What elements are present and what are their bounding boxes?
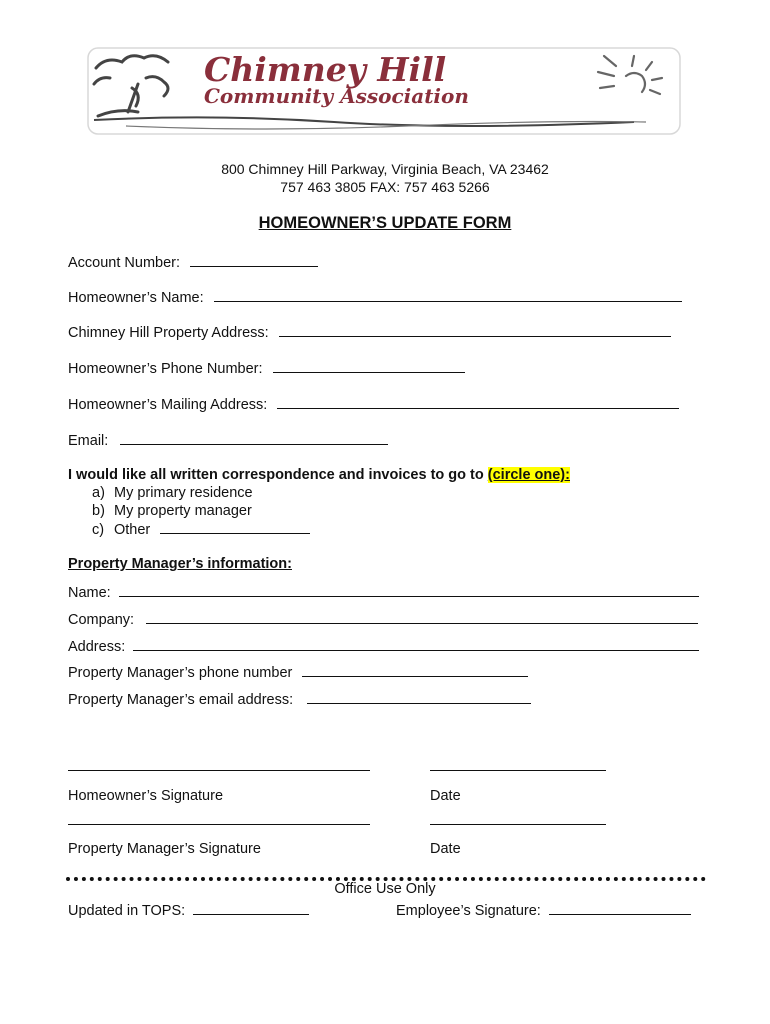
association-phone-fax: 757 463 3805 FAX: 757 463 5266 bbox=[280, 179, 490, 195]
mailing-address-field[interactable] bbox=[277, 395, 679, 409]
homeowner-phone-field[interactable] bbox=[273, 359, 465, 373]
manager-address-row bbox=[68, 637, 699, 655]
homeowner-name-field[interactable] bbox=[214, 288, 682, 302]
manager-name-field[interactable] bbox=[119, 583, 699, 597]
option-label: Other bbox=[114, 522, 151, 538]
option-property-manager[interactable] bbox=[92, 502, 252, 520]
circle-one-note: (circle one): bbox=[487, 467, 570, 483]
option-key: b) bbox=[92, 503, 105, 519]
manager-date-line[interactable] bbox=[430, 824, 606, 825]
homeowner-date-label: Date bbox=[430, 788, 461, 804]
account-number-label: Account Number: bbox=[68, 255, 181, 271]
homeowner-phone-row bbox=[68, 359, 465, 377]
homeowner-phone-label: Homeowner’s Phone Number: bbox=[68, 361, 263, 377]
manager-email-field[interactable] bbox=[307, 690, 531, 704]
correspondence-question bbox=[68, 467, 570, 483]
option-other[interactable] bbox=[92, 520, 310, 539]
homeowner-signature-label: Homeowner’s Signature bbox=[68, 788, 224, 804]
form-title: HOMEOWNER’S UPDATE FORM bbox=[258, 214, 512, 232]
homeowner-signature-line[interactable] bbox=[68, 770, 370, 771]
option-label: My primary residence bbox=[114, 485, 253, 501]
property-address-field[interactable] bbox=[279, 323, 671, 337]
email-field[interactable] bbox=[120, 431, 388, 445]
manager-signature-line[interactable] bbox=[68, 824, 370, 825]
manager-name-row bbox=[68, 583, 699, 601]
manager-signature-label: Property Manager’s Signature bbox=[68, 841, 261, 857]
mailing-address-row bbox=[68, 395, 679, 413]
manager-company-label: Company: bbox=[68, 612, 135, 628]
employee-signature-label: Employee’s Signature: bbox=[396, 903, 541, 919]
employee-signature-field[interactable] bbox=[549, 901, 691, 915]
manager-date-label: Date bbox=[430, 841, 461, 857]
property-address-row bbox=[68, 323, 671, 341]
logo-subtitle: Community Association bbox=[204, 84, 469, 108]
option-primary-residence[interactable] bbox=[92, 484, 253, 502]
manager-company-field[interactable] bbox=[146, 610, 698, 624]
property-address-label: Chimney Hill Property Address: bbox=[68, 325, 269, 341]
option-key: c) bbox=[92, 522, 105, 538]
correspondence-question-text: I would like all written correspondence and invoices to go to bbox=[68, 467, 484, 483]
manager-email-label: Property Manager’s email address: bbox=[68, 692, 294, 708]
account-number-row bbox=[68, 253, 318, 271]
tree-icon bbox=[94, 56, 168, 116]
option-label: My property manager bbox=[114, 503, 252, 519]
logo-title: Chimney Hill bbox=[204, 50, 447, 89]
office-use-heading: Office Use Only bbox=[334, 881, 436, 897]
manager-company-row bbox=[68, 610, 698, 628]
manager-phone-row bbox=[68, 663, 528, 681]
updated-tops-label: Updated in TOPS: bbox=[68, 903, 186, 919]
homeowner-date-line[interactable] bbox=[430, 770, 606, 771]
manager-name-label: Name: bbox=[68, 585, 111, 601]
homeowner-name-label: Homeowner’s Name: bbox=[68, 290, 204, 306]
email-row bbox=[68, 431, 388, 449]
mailing-address-label: Homeowner’s Mailing Address: bbox=[68, 397, 268, 413]
employee-signature-row bbox=[396, 901, 691, 919]
manager-address-field[interactable] bbox=[133, 637, 699, 651]
manager-email-row bbox=[68, 690, 531, 708]
manager-address-label: Address: bbox=[68, 639, 126, 655]
account-number-field[interactable] bbox=[190, 253, 318, 267]
manager-heading: Property Manager’s information: bbox=[68, 556, 292, 572]
updated-tops-row bbox=[68, 901, 309, 919]
homeowner-name-row bbox=[68, 288, 682, 306]
association-logo bbox=[86, 46, 682, 158]
other-field[interactable] bbox=[160, 520, 310, 534]
manager-phone-label: Property Manager’s phone number bbox=[68, 665, 293, 681]
sun-icon bbox=[598, 56, 662, 94]
manager-phone-field[interactable] bbox=[302, 663, 528, 677]
option-key: a) bbox=[92, 485, 105, 501]
association-address: 800 Chimney Hill Parkway, Virginia Beach, VA 23462 bbox=[221, 161, 549, 177]
email-label: Email: bbox=[68, 433, 109, 449]
updated-tops-field[interactable] bbox=[193, 901, 309, 915]
